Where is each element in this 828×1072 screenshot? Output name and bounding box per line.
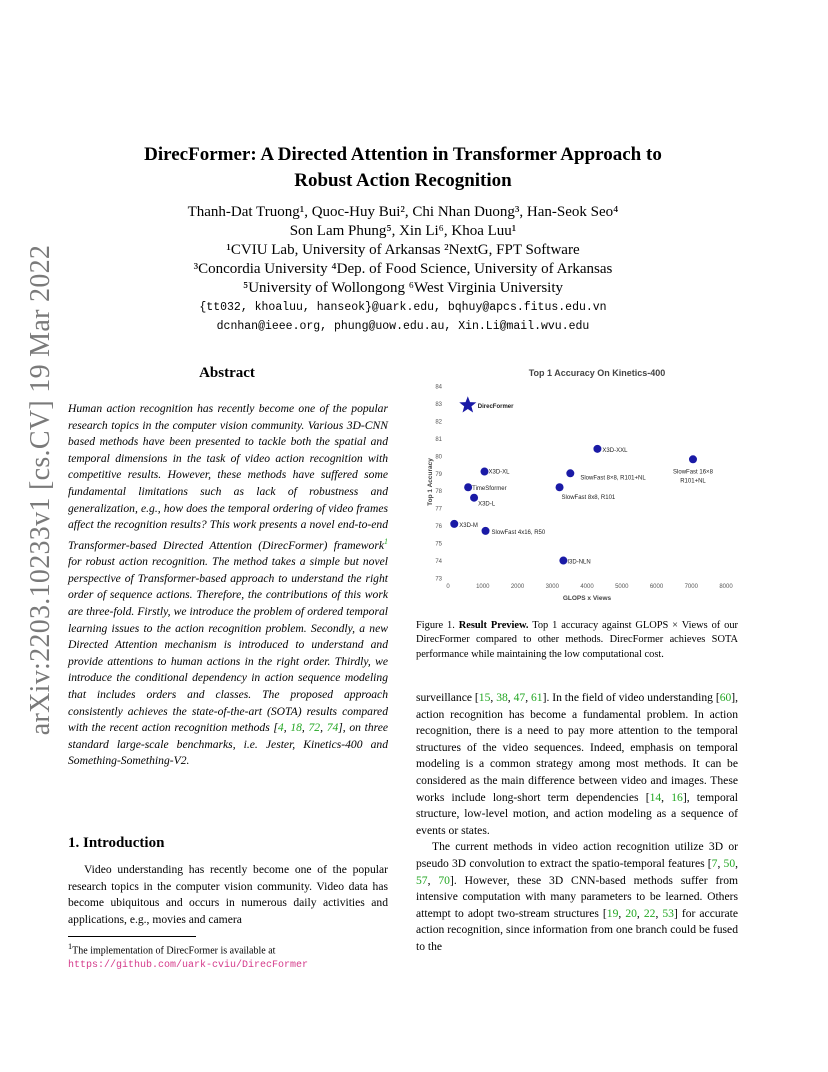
- author-line: Son Lam Phung⁵, Xin Li⁶, Khoa Luu¹: [289, 223, 517, 239]
- data-point: [470, 494, 478, 502]
- arxiv-stamp: arXiv:2203.10233v1 [cs.CV] 19 Mar 2022: [25, 244, 56, 736]
- y-axis-label: Top 1 Accuracy: [427, 458, 434, 506]
- author-block: [100, 203, 706, 336]
- intro-text: Video understanding has recently become one of the popular research topics in the computer vision community. Video data has become ubiquitous and occurs in numerous daily activities and applications, e.g., movies and camera: [68, 863, 388, 926]
- citation[interactable]: 7: [711, 856, 718, 870]
- email-line: {tt032, khoaluu, hanseok}@uark.edu, bqhuy@apcs.fitus.edu.vn: [199, 301, 607, 314]
- paper-title: DirecFormer: A Directed Attention in Transformer Approach to Robust Action Recognition: [144, 144, 662, 191]
- x-tick-label: 4000: [580, 584, 594, 590]
- y-tick-label: 77: [435, 506, 442, 513]
- citation[interactable]: 57: [416, 873, 428, 887]
- point-label: X3D-L: [478, 501, 496, 508]
- x-tick-label: 6000: [649, 584, 664, 590]
- citation[interactable]: 20: [625, 906, 637, 920]
- y-tick-label: 74: [435, 559, 442, 566]
- citation[interactable]: 16: [671, 790, 683, 804]
- right-column-text: surveillance [15, 38, 47, 61]. In the field of video understanding [60], action recognition has become a fundamental problem. In action recognition, there is a need to pay more attention to the temporal structures of the video sequences. Indeed, emphasis on temporal modeling is a common strategy among most methods. It can be considered as the main difference between video and images. These works include long-short term dependencies [14, 16], temporal structure, low-level motion, and action modeling as a sequence of events or states. The current methods in video action recognition utilize 3D or pseudo 3D convolution to extract the spatio-temporal features [7, 50, 57, 70]. However, these 3D CNN-based methods suffer from intensive computation with many parameters to be learned. Others attempt to adopt two-stream structures [19, 20, 22, 53] for accurate action recognition, since information from one branch could be fused to the: [416, 691, 739, 953]
- point-label: SlowFast 8×8, R101+NL: [580, 475, 646, 482]
- citation[interactable]: 61: [531, 691, 543, 704]
- chart-title: Top 1 Accuracy On Kinetics-400: [528, 368, 666, 378]
- citation[interactable]: 14: [649, 790, 662, 804]
- accuracy-scatter-chart: [410, 362, 740, 612]
- section-heading-introduction: 1. Introduction: [68, 835, 165, 851]
- point-label: TimeSformer: [472, 486, 507, 493]
- y-tick-label: 83: [435, 401, 442, 408]
- citation[interactable]: 4: [277, 721, 284, 735]
- citation[interactable]: 50: [723, 856, 736, 870]
- y-tick-label: 81: [435, 436, 442, 443]
- citation[interactable]: 74: [326, 721, 339, 735]
- data-point-star: [459, 396, 476, 412]
- y-tick-label: 84: [435, 384, 442, 391]
- y-tick-label: 75: [435, 541, 442, 548]
- figure-caption: Figure 1. Result Preview. Top 1 accuracy against GLOPS × Views of our DirecFormer compared to other methods. DirecFormer achieves SOTA performance while maintaining the low computational cost.: [416, 620, 738, 660]
- citation[interactable]: 18: [290, 721, 302, 735]
- y-tick-label: 80: [435, 454, 442, 461]
- citation[interactable]: 70: [438, 873, 450, 887]
- x-tick-label: 5000: [615, 584, 629, 590]
- affiliation-line: ³Concordia University ⁴Dep. of Food Science, University of Arkansas: [193, 261, 613, 277]
- point-label: SlowFast 4x16, R50: [491, 529, 546, 536]
- footnote-ref[interactable]: 1: [384, 536, 388, 546]
- x-tick-label: 2000: [510, 584, 525, 590]
- y-tick-label: 73: [435, 576, 442, 583]
- data-point: [450, 520, 458, 528]
- x-tick-label: 1000: [476, 584, 490, 590]
- y-tick-label: 79: [435, 471, 442, 478]
- repo-link[interactable]: https://github.com/uark-cviu/DirecFormer: [68, 960, 309, 972]
- data-point: [689, 455, 697, 463]
- citation[interactable]: 15: [478, 691, 491, 704]
- point-label: SlowFast 8x8, R101: [561, 495, 616, 502]
- y-tick-label: 76: [435, 524, 442, 531]
- point-label: X3D-XXL: [602, 447, 628, 454]
- data-point: [559, 557, 567, 565]
- citation[interactable]: 53: [662, 906, 674, 920]
- email-line: dcnhan@ieee.org, phung@uow.edu.au, Xin.Li@mail.wvu.edu: [216, 320, 590, 333]
- point-label: DirecFormer: [477, 404, 514, 411]
- point-label: X3D-XL: [488, 469, 510, 476]
- point-label: X3D-M: [459, 522, 478, 529]
- citation[interactable]: 38: [496, 691, 508, 704]
- citation[interactable]: 72: [308, 721, 321, 735]
- author-line: Thanh-Dat Truong¹, Quoc-Huy Bui², Chi Nhan Duong³, Han-Seok Seo⁴: [187, 204, 619, 220]
- footnote: $^1$The implementation of DirecFormer is available at https://github.com/uark-cviu/DirecFormer: [68, 942, 309, 972]
- data-point: [464, 483, 472, 491]
- data-point: [566, 469, 574, 477]
- x-tick-label: 3000: [545, 584, 559, 590]
- footnote-rule: [68, 936, 196, 937]
- citation[interactable]: 22: [643, 906, 656, 920]
- x-axis-label: GLOPS x Views: [562, 595, 612, 602]
- abstract-heading: Abstract: [199, 365, 255, 381]
- point-label: R101+NL: [680, 478, 706, 485]
- x-tick-label: 7000: [684, 584, 698, 590]
- citation[interactable]: 19: [606, 906, 619, 920]
- data-point: [556, 483, 564, 491]
- point-label: I3D-NLN: [567, 559, 591, 566]
- citation[interactable]: 47: [513, 691, 526, 704]
- data-point: [480, 468, 488, 476]
- citation[interactable]: 60: [719, 691, 732, 704]
- abstract-text: Human action recognition has recently become one of the popular research topics in the computer vision community. Various 3D-CNN based methods have been presented to tackle both the spatial and temporal dimensions in the task of video action recognition with competitive results. However, these methods have suffered some fundamental limitations such as lack of robustness and generalization, e.g., how does the temporal ordering of video frames affect the recognition results? This work presents a novel end-to-end Transformer-based Directed Attention (DirecFormer) framework$^1$ for robust action recognition. The method takes a simple but novel perspective of Transformer-based approach to understand the right order of sequence actions. Therefore, the contributions of this work are three-fold. Firstly, we introduce the problem of ordered temporal learning issues to the action recognition problem. Secondly, a new Directed Attention mechanism is introduced to understand and provide attentions to human actions in the right order. Thirdly, we introduce the conditional dependency in action sequence modeling that includes orders and classes. The proposed approach consistently achieves the state-of-the-art (SOTA) results compared with the recent action recognition methods [4, 18, 72, 74], on three standard large-scale benchmarks, i.e. Jester, Kinetics-400 and Something-Something-V2.: [68, 402, 389, 768]
- y-tick-label: 82: [435, 419, 442, 426]
- x-tick-label: 8000: [719, 584, 733, 590]
- x-tick-label: 0: [446, 584, 450, 590]
- affiliation-line: ⁵University of Wollongong ⁶West Virginia University: [242, 280, 564, 296]
- data-point: [593, 445, 601, 453]
- affiliation-line: ¹CVIU Lab, University of Arkansas ²NextG, FPT Software: [226, 242, 580, 258]
- point-label: SlowFast 16×8: [673, 469, 713, 476]
- data-point: [482, 527, 490, 535]
- y-tick-label: 78: [435, 489, 442, 496]
